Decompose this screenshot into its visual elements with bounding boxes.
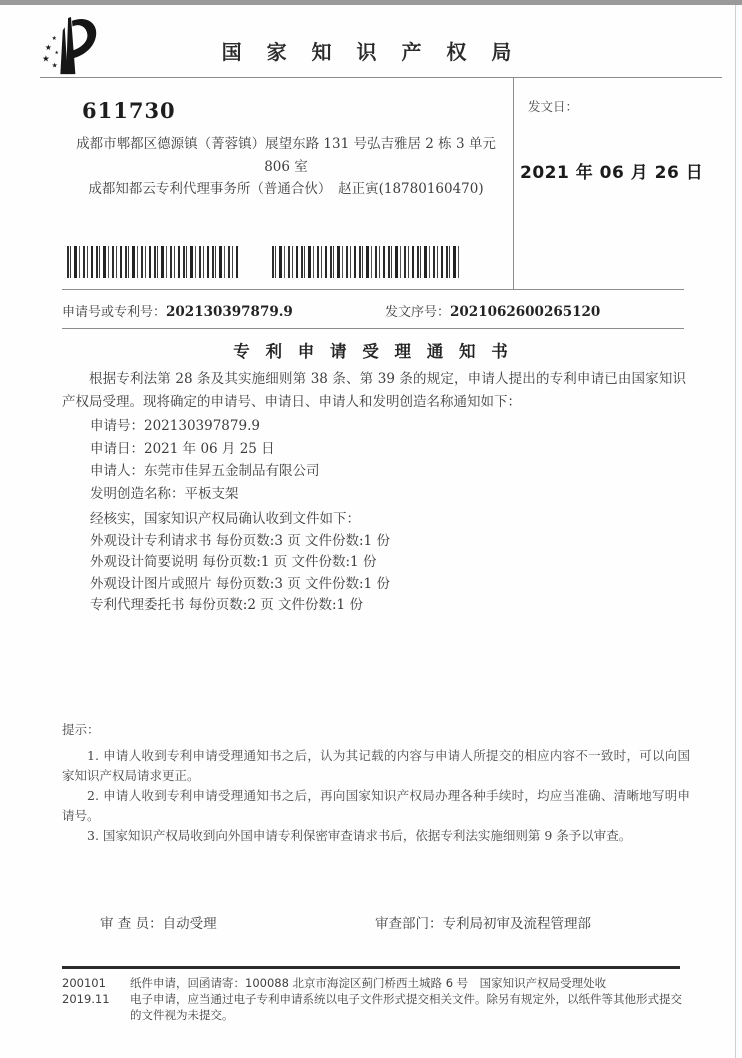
svg-text:★: ★ <box>51 61 58 70</box>
field-application-date: 申请日：2021 年 06 月 25 日 <box>90 440 275 457</box>
department-pair <box>375 912 591 932</box>
svg-text:★: ★ <box>54 50 59 56</box>
field-applicant: 申请人：东莞市佳昇五金制品有限公司 <box>90 463 320 479</box>
svg-text:★: ★ <box>44 42 52 52</box>
scan-top-edge <box>0 0 742 5</box>
received-documents <box>90 509 670 617</box>
application-number-value: 202130397879.9 <box>166 304 293 320</box>
field-application-number: 申请号：202130397879.9 <box>90 418 260 434</box>
svg-text:★: ★ <box>41 54 50 65</box>
footer-form-code: 200101 <box>62 976 106 990</box>
received-doc-line: 外观设计简要说明 每份页数:1 页 文件份数:1 份 <box>90 554 377 570</box>
examiner-pair <box>100 912 217 932</box>
received-documents-intro: 经核实，国家知识产权局确认收到文件如下： <box>90 511 360 527</box>
received-doc-line: 外观设计专利请求书 每份页数:3 页 文件份数:1 份 <box>90 532 390 549</box>
recipient-address-line2: 806 室 <box>264 158 308 175</box>
scan-right-edge <box>735 5 736 1058</box>
serial-number-label: 发文序号： <box>385 305 451 320</box>
serial-number-value: 2021062600265120 <box>450 304 601 320</box>
field-invention-title: 发明创造名称：平板支架 <box>90 485 239 502</box>
footer-divider <box>62 966 680 969</box>
barcode-right <box>272 246 462 278</box>
header-divider <box>40 77 722 78</box>
dispatch-date-value: 2021 年 06 月 26 日 <box>520 163 704 183</box>
department-label: 审查部门： <box>375 916 443 932</box>
hints-section <box>62 720 690 846</box>
footer-form-code: 2019.11 <box>62 992 110 1006</box>
footer-form-codes <box>62 975 122 1007</box>
date-box-divider <box>513 77 514 290</box>
hint-item: 3. 国家知识产权局收到向外国申请专利保密审查请求书后，依据专利法实施细则第 9 条予以审查。 <box>87 828 632 843</box>
recipient-agent-line: 成都知都云专利代理事务所（普通合伙） 赵正寅(18780160470) <box>88 181 484 197</box>
examiner-value: 自动受理 <box>162 916 217 932</box>
notice-title: 专 利 申 请 受 理 通 知 书 <box>233 342 513 361</box>
received-doc-line: 专利代理委托书 每份页数:2 页 文件份数:1 份 <box>90 597 363 613</box>
recipient-address-line1: 成都市郫都区德源镇（菁蓉镇）展望东路 131 号弘吉雅居 2 栋 3 单元 <box>76 136 496 152</box>
notice-intro-paragraph: 根据专利法第 28 条及其实施细则第 38 条、第 39 条的规定，申请人提出的专利申请已由国家知识产权局受理。现将确定的申请号、申请日、申请人和发明创造名称通知如下： <box>62 371 686 410</box>
ref-row-top-divider <box>62 289 684 290</box>
recipient-address <box>62 133 510 201</box>
ref-row-bottom-divider <box>62 328 684 329</box>
application-number-pair <box>62 301 293 320</box>
examiner-label: 审 查 员： <box>100 916 163 932</box>
dispatch-date-label: 发文日： <box>528 99 579 114</box>
serial-number-pair <box>385 301 600 320</box>
hint-item: 2. 申请人收到专利申请受理通知书之后，再向国家知识产权局办理各种手续时，均应当准确、清晰地写明申请号。 <box>62 788 690 823</box>
received-doc-line: 外观设计图片或照片 每份页数:3 页 文件份数:1 份 <box>90 575 390 592</box>
barcode-left <box>67 246 239 278</box>
recipient-postcode: 611730 <box>82 98 176 123</box>
svg-text:★: ★ <box>51 36 57 43</box>
hints-label: 提示： <box>62 722 100 737</box>
application-fields <box>90 415 650 505</box>
footer-efiling-note: 电子申请，应当通过电子专利申请系统以电子文件形式提交相关文件。除另有规定外，以纸件等其他形式提交的文件视为未提交。 <box>130 992 682 1022</box>
hint-item: 1. 申请人收到专利申请受理通知书之后，认为其记载的内容与申请人所提交的相应内容不一致时，可以向国家知识产权局请求更正。 <box>62 748 690 783</box>
application-number-label: 申请号或专利号： <box>62 305 167 320</box>
org-title: 国 家 知 识 产 权 局 <box>221 40 521 64</box>
footer-notes <box>130 975 682 1023</box>
department-value: 专利局初审及流程管理部 <box>442 916 591 932</box>
footer-paper-note: 纸件申请，回函请寄：100088 北京市海淀区蓟门桥西土城路 6 号 国家知识产权局受理处收 <box>130 976 607 990</box>
